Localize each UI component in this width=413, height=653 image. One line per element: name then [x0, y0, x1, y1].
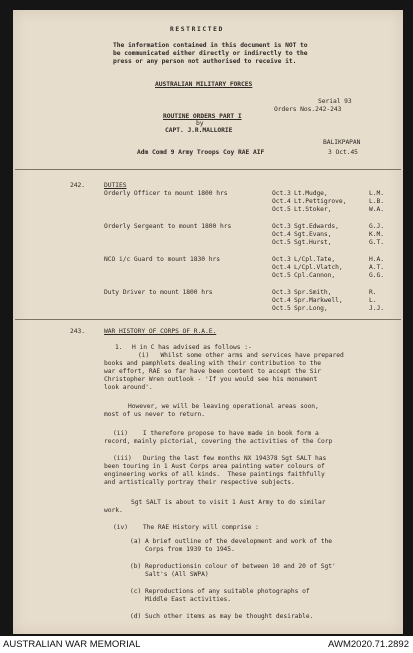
order-heading-war-history: WAR HISTORY OF CORPS OF R.A.E. [104, 328, 217, 335]
para-ii-line: record, mainly pictorial, covering the activities of the Corp [104, 438, 333, 445]
section-divider [15, 319, 401, 320]
para-iii-line: engineering works of all kinds. These paintings faithfully [104, 471, 325, 478]
para-i-line: books and pamphlets dealing with their contribution to the [104, 360, 321, 367]
para-iv-line: (iv) The RAE History will comprise : [113, 524, 259, 531]
list-item-c-cont: Middle East activities. [145, 596, 232, 603]
item-number: 1. [115, 344, 123, 351]
classification-stamp: RESTRICTED [170, 26, 224, 33]
duty-initials: G.T. [369, 239, 384, 246]
warning-line-3: press or any person not authorised to receive it. [113, 58, 297, 65]
duty-date: Oct.5 [272, 239, 291, 246]
para-however-line: However, we will be leaving operational areas soon, [128, 403, 319, 410]
duty-initials: L. [369, 297, 377, 304]
para-iii-line: been touring in 1 Aust Corps area painting water colours of [104, 463, 325, 470]
duty-orderly-sergeant: Orderly Sergeant to mount 1800 hrs [104, 223, 232, 230]
archive-reference: AWM2020.71.2892 [328, 639, 409, 650]
item-lead: H in C has advised as follows :- [132, 344, 252, 351]
para-however-line: most of us never to return. [104, 411, 206, 418]
section-divider [15, 169, 401, 170]
list-item-d: (d) Such other items as may be thought desirable. [130, 613, 314, 620]
list-item-b-cont: Salt's (All SWPA) [145, 571, 209, 578]
list-item-c: (c) Reproductions of any suitable photographs of [130, 588, 310, 595]
duty-name: Sgt.Evans, [294, 231, 332, 238]
para-salt-line: Sgt SALT is about to visit 1 Aust Army to do similar [131, 499, 326, 506]
orders-title: ROUTINE ORDERS PART I [163, 113, 242, 120]
duty-date: Oct.4 [272, 198, 291, 205]
para-i-line: look around'. [104, 384, 153, 391]
orders-numbers: Orders Nos.242-243 [274, 106, 342, 113]
duty-date: Oct.4 [272, 231, 291, 238]
duty-initials: G.J. [369, 223, 384, 230]
document-page [13, 10, 403, 634]
duty-date: Oct.5 [272, 272, 291, 279]
duty-name: Spr.Smith, [294, 289, 332, 296]
duty-name: Sgt.Hurst, [294, 239, 332, 246]
place: BALIKPAPAN [323, 139, 361, 146]
duty-name: Sgt.Edwards, [294, 223, 339, 230]
duty-orderly-officer: Orderly Officer to mount 1800 hrs [104, 190, 228, 197]
para-iii-line: (iii) During the last few months NX 194378 Sgt SALT has [113, 455, 327, 462]
duty-name: Cpl.Cannon, [294, 272, 336, 279]
duty-initials: J.J. [369, 305, 384, 312]
order-number-243: 243. [70, 328, 85, 335]
list-item-a: (a) A brief outline of the development and work of the [130, 538, 333, 545]
command-line: Adm Comd 9 Army Troops Coy RAE AIF [137, 149, 265, 156]
duty-date: Oct.3 [272, 289, 291, 296]
para-ii-line: (ii) I therefore propose to have made in book form a [113, 430, 319, 437]
duty-initials: L.M. [369, 190, 384, 197]
duty-initials: K.M. [369, 231, 384, 238]
duty-name: Spr.Long, [294, 305, 328, 312]
duty-date: Oct.4 [272, 297, 291, 304]
duty-driver: Duty Driver to mount 1800 hrs [104, 289, 213, 296]
duty-name: Lt.Stoker, [294, 206, 332, 213]
para-i-line: war effort, RAE so far have been content to accept the Sir [104, 368, 321, 375]
order-number-242: 242. [70, 182, 85, 189]
force-title: AUSTRALIAN MILITARY FORCES [155, 81, 253, 88]
list-item-a-cont: Corps from 1939 to 1945. [145, 546, 235, 553]
duty-initials: R. [369, 289, 377, 296]
duty-name: L/Cpl.Vlatch, [294, 264, 343, 271]
orders-by: by [196, 120, 204, 127]
order-heading-duties: DUTIES [104, 182, 127, 189]
archive-caption-bar [0, 636, 413, 653]
list-item-b: (b) Reproductionsin colour of between 10 and 20 of Sgt' [130, 563, 336, 570]
serial-number: Serial 93 [318, 98, 352, 105]
warning-line-2: be communicated either directly or indirectly to the [113, 50, 308, 57]
duty-initials: W.A. [369, 206, 384, 213]
para-salt-line: work. [104, 507, 123, 514]
para-i-line: (i) Whilst some other arms and services have prepared [138, 352, 344, 359]
para-iii-line: and artistically portray their respective subjects. [104, 479, 295, 486]
para-i-line: Christopher Wren outlook - 'If you would see his monument [104, 376, 318, 383]
duty-nco-guard: NCO i/c Guard to mount 1830 hrs [104, 256, 220, 263]
duty-date: Oct.4 [272, 264, 291, 271]
duty-initials: G.G. [369, 272, 384, 279]
duty-date: Oct.3 [272, 256, 291, 263]
duty-date: Oct.5 [272, 305, 291, 312]
duty-initials: H.A. [369, 256, 384, 263]
duty-date: Oct.5 [272, 206, 291, 213]
duty-date: Oct.3 [272, 223, 291, 230]
duty-initials: L.B. [369, 198, 384, 205]
duty-initials: A.T. [369, 264, 384, 271]
issue-date: 3 Oct.45 [328, 149, 358, 156]
warning-line-1: The information contained in this document is NOT to [113, 42, 308, 49]
duty-date: Oct.3 [272, 190, 291, 197]
issuing-officer: CAPT. J.R.MALLORIE [165, 127, 233, 134]
duty-name: Spr.Markwell, [294, 297, 343, 304]
archive-name: AUSTRALIAN WAR MEMORIAL [3, 639, 141, 650]
duty-name: Lt.Pettigrove, [294, 198, 347, 205]
duty-name: L/Cpl.Tate, [294, 256, 336, 263]
duty-name: Lt.Mudge, [294, 190, 328, 197]
